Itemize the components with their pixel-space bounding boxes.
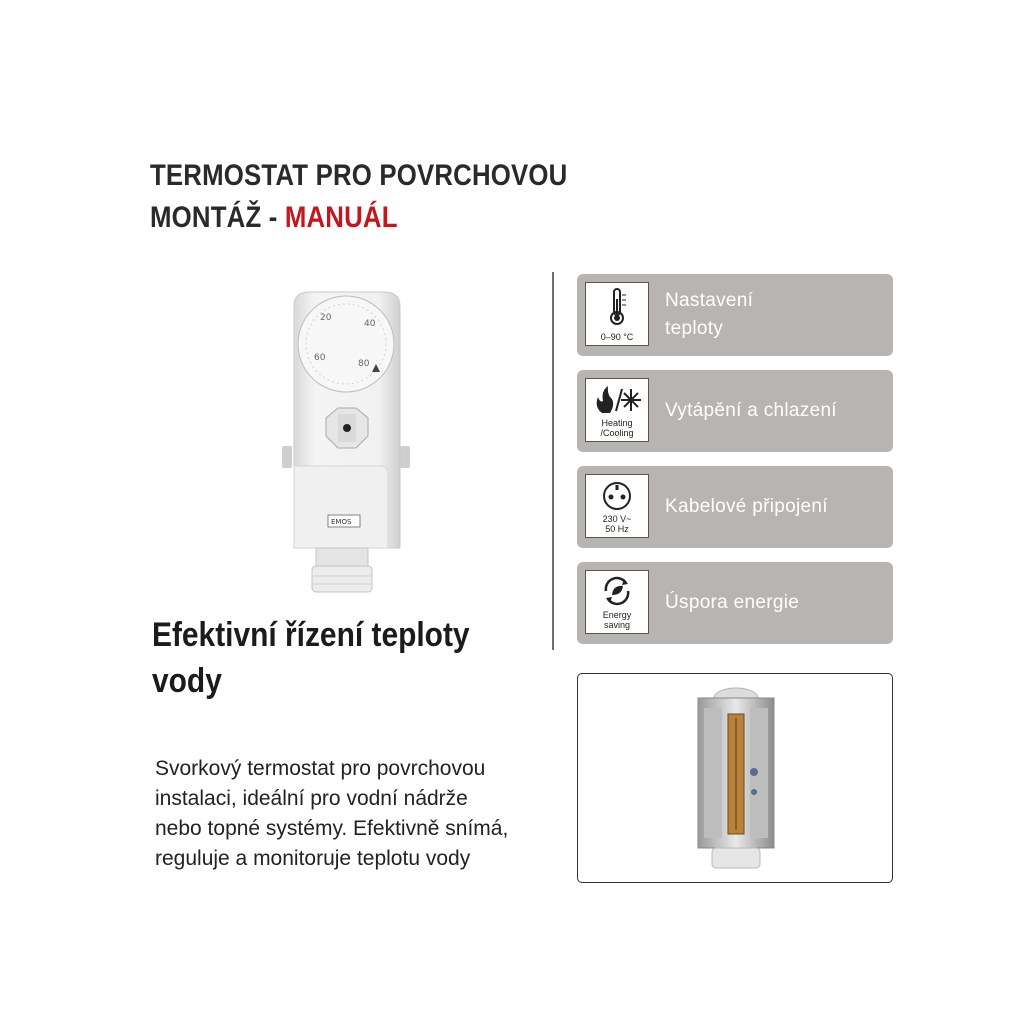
feature-label-line: Úspora energie	[665, 592, 800, 613]
description-line: Svorkový termostat pro povrchovou	[155, 757, 486, 780]
heading-line-2: vody	[152, 662, 222, 700]
socket-icon	[600, 479, 634, 513]
feature-cable-connection	[577, 466, 893, 548]
description	[155, 754, 575, 874]
description-line: nebo topné systémy. Efektivně snímá,	[155, 817, 509, 840]
flame-snowflake-icon	[592, 383, 642, 417]
product-image	[276, 286, 416, 606]
dial-mark: 80	[358, 359, 370, 369]
feature-label-line: Vytápění a chlazení	[665, 400, 837, 421]
divider	[552, 272, 554, 650]
feature-temperature-setting	[577, 274, 893, 356]
section-heading	[152, 612, 522, 704]
feature-label	[665, 589, 799, 617]
description-line: reguluje a monitoruje teplotu vody	[155, 847, 471, 870]
title-accent: MANUÁL	[284, 201, 398, 234]
feature-label	[665, 493, 828, 521]
page-title	[150, 155, 567, 239]
feature-label	[665, 287, 753, 343]
feature-icon-box	[585, 570, 649, 634]
icon-caption-line: Heating	[601, 418, 633, 428]
feature-heating-cooling	[577, 370, 893, 452]
feature-energy-saving	[577, 562, 893, 644]
icon-caption-line: 50 Hz	[605, 524, 629, 534]
dial-mark: 40	[364, 319, 376, 329]
feature-label-line: Nastavení	[665, 290, 754, 311]
energy-saving-icon	[600, 575, 634, 607]
feature-label-line: Kabelové připojení	[665, 496, 828, 517]
title-line-1: TERMOSTAT PRO POVRCHOVOU	[150, 159, 568, 192]
icon-caption-line: Energy	[602, 610, 632, 620]
heading-line-1: Efektivní řízení teploty	[152, 616, 470, 654]
dial-mark: 60	[314, 353, 326, 363]
icon-caption-line: 230 V~	[602, 514, 632, 524]
icon-caption-line: /Cooling	[600, 428, 634, 438]
feature-label	[665, 397, 837, 425]
internal-view-image	[577, 673, 893, 883]
icon-caption	[586, 418, 648, 438]
feature-icon-box	[585, 474, 649, 538]
feature-label-line: teploty	[665, 318, 724, 339]
title-line-2	[150, 197, 567, 239]
thermometer-icon	[602, 287, 632, 327]
brand-label: EMOS	[331, 518, 352, 526]
dial-mark: 20	[320, 313, 332, 323]
icon-caption: 0–90 °C	[600, 332, 634, 342]
icon-caption-line: saving	[603, 620, 630, 630]
feature-icon-box	[585, 282, 649, 346]
icon-caption	[586, 610, 648, 630]
icon-caption	[586, 514, 648, 534]
title-prefix: MONTÁŽ -	[150, 201, 285, 234]
feature-icon-box	[585, 378, 649, 442]
description-line: instalaci, ideální pro vodní nádrže	[155, 787, 468, 810]
